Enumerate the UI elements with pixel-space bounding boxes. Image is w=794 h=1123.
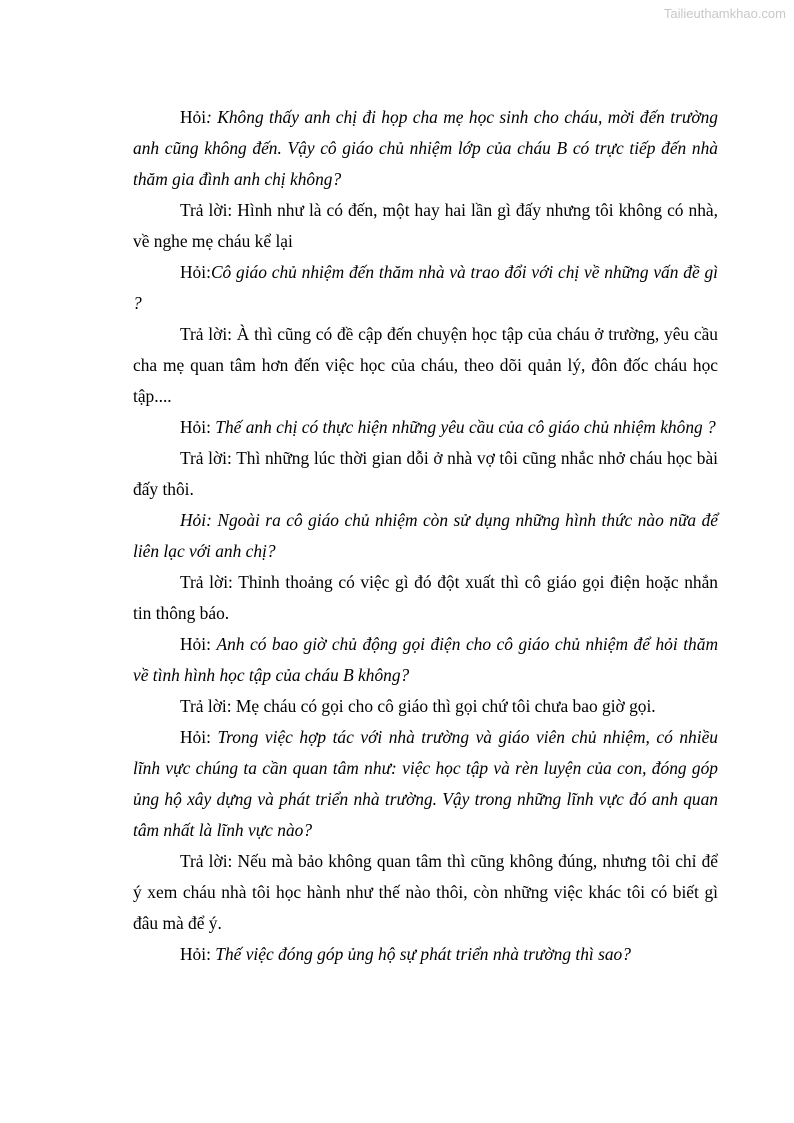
answer-paragraph bbox=[133, 846, 718, 939]
question-paragraph bbox=[133, 722, 718, 846]
question-label: Hỏi bbox=[180, 417, 207, 437]
answer-label: Trả lời bbox=[180, 851, 228, 871]
question-text: Cô giáo chủ nhiệm đến thăm nhà và trao đổi với chị về những vấn đề gì ? bbox=[133, 262, 718, 313]
question-label: Hỏi bbox=[180, 727, 207, 747]
question-label: Hỏi bbox=[180, 634, 207, 654]
answer-text: Thì những lúc thời gian dỗi ở nhà vợ tôi cũng nhắc nhở cháu học bài đấy thôi. bbox=[133, 448, 718, 499]
question-text: Ngoài ra cô giáo chủ nhiệm còn sử dụng những hình thức nào nữa để liên lạc với anh chị? bbox=[133, 510, 718, 561]
label-separator: : bbox=[227, 851, 238, 871]
question-label: Hỏi bbox=[180, 510, 207, 530]
label-separator: : bbox=[206, 107, 218, 127]
question-paragraph bbox=[133, 505, 718, 567]
answer-paragraph bbox=[133, 567, 718, 629]
label-separator: : bbox=[206, 262, 211, 282]
label-separator: : bbox=[206, 417, 216, 437]
question-text: Thế việc đóng góp ủng hộ sự phát triển nhà trường thì sao? bbox=[215, 944, 631, 964]
question-text: Anh có bao giờ chủ động gọi điện cho cô giáo chủ nhiệm để hỏi thăm về tình hình học tập của cháu B không? bbox=[133, 634, 719, 685]
watermark: Tailieuthamkhao.com bbox=[663, 6, 786, 21]
label-separator: : bbox=[206, 634, 217, 654]
document-body bbox=[133, 102, 718, 970]
answer-paragraph bbox=[133, 443, 718, 505]
answer-text: Mẹ cháu có gọi cho cô giáo thì gọi chứ tôi chưa bao giờ gọi. bbox=[235, 696, 656, 716]
answer-text: Thỉnh thoảng có việc gì đó đột xuất thì cô giáo gọi điện hoặc nhắn tin thông báo. bbox=[133, 572, 719, 623]
question-label: Hỏi bbox=[180, 107, 207, 127]
question-paragraph bbox=[133, 412, 718, 443]
answer-label: Trả lời bbox=[180, 696, 227, 716]
answer-label: Trả lời bbox=[180, 448, 228, 468]
answer-text: Hình như là có đến, một hay hai lần gì đấy nhưng tôi không có nhà, về nghe mẹ cháu kể lại bbox=[133, 200, 718, 251]
answer-label: Trả lời bbox=[180, 324, 228, 344]
answer-label: Trả lời bbox=[180, 200, 228, 220]
question-paragraph bbox=[133, 102, 718, 195]
label-separator: : bbox=[206, 510, 218, 530]
answer-paragraph bbox=[133, 195, 718, 257]
answer-paragraph bbox=[133, 691, 718, 722]
label-separator: : bbox=[227, 324, 237, 344]
question-paragraph bbox=[133, 939, 718, 970]
answer-label: Trả lời bbox=[180, 572, 229, 592]
label-separator: : bbox=[227, 200, 238, 220]
question-text: Trong việc hợp tác với nhà trường và giáo viên chủ nhiệm, có nhiều lĩnh vực chúng ta cần quan tâm như: việc học tập và rèn luyện của con, đóng góp ủng hộ xây dựng và phát triển nhà trường. Vậy trong những lĩnh vực đó anh quan tâm nhất là lĩnh vực nào? bbox=[133, 727, 718, 840]
question-label: Hỏi bbox=[180, 262, 207, 282]
question-paragraph bbox=[133, 629, 718, 691]
answer-text: Nếu mà bảo không quan tâm thì cũng không đúng, nhưng tôi chỉ để ý xem cháu nhà tôi học hành như thế nào thôi, còn những việc khác tôi có biết gì đâu mà để ý. bbox=[133, 851, 719, 933]
question-text: Không thấy anh chị đi họp cha mẹ học sinh cho cháu, mời đến trường anh cũng không đến. Vậy cô giáo chủ nhiệm lớp của cháu B có trực tiếp đến nhà thăm gia đình anh chị không? bbox=[133, 107, 719, 189]
answer-paragraph bbox=[133, 319, 718, 412]
label-separator: : bbox=[206, 727, 218, 747]
question-text: Thế anh chị có thực hiện những yêu cầu của cô giáo chủ nhiệm không ? bbox=[215, 417, 716, 437]
label-separator: : bbox=[226, 696, 236, 716]
label-separator: : bbox=[227, 448, 237, 468]
answer-text: À thì cũng có đề cập đến chuyện học tập của cháu ở trường, yêu cầu cha mẹ quan tâm hơn đến việc học của cháu, theo dõi quản lý, đôn đốc cháu học tập.... bbox=[133, 324, 719, 406]
question-label: Hỏi bbox=[180, 944, 207, 964]
label-separator: : bbox=[206, 944, 216, 964]
question-paragraph bbox=[133, 257, 718, 319]
label-separator: : bbox=[228, 572, 239, 592]
